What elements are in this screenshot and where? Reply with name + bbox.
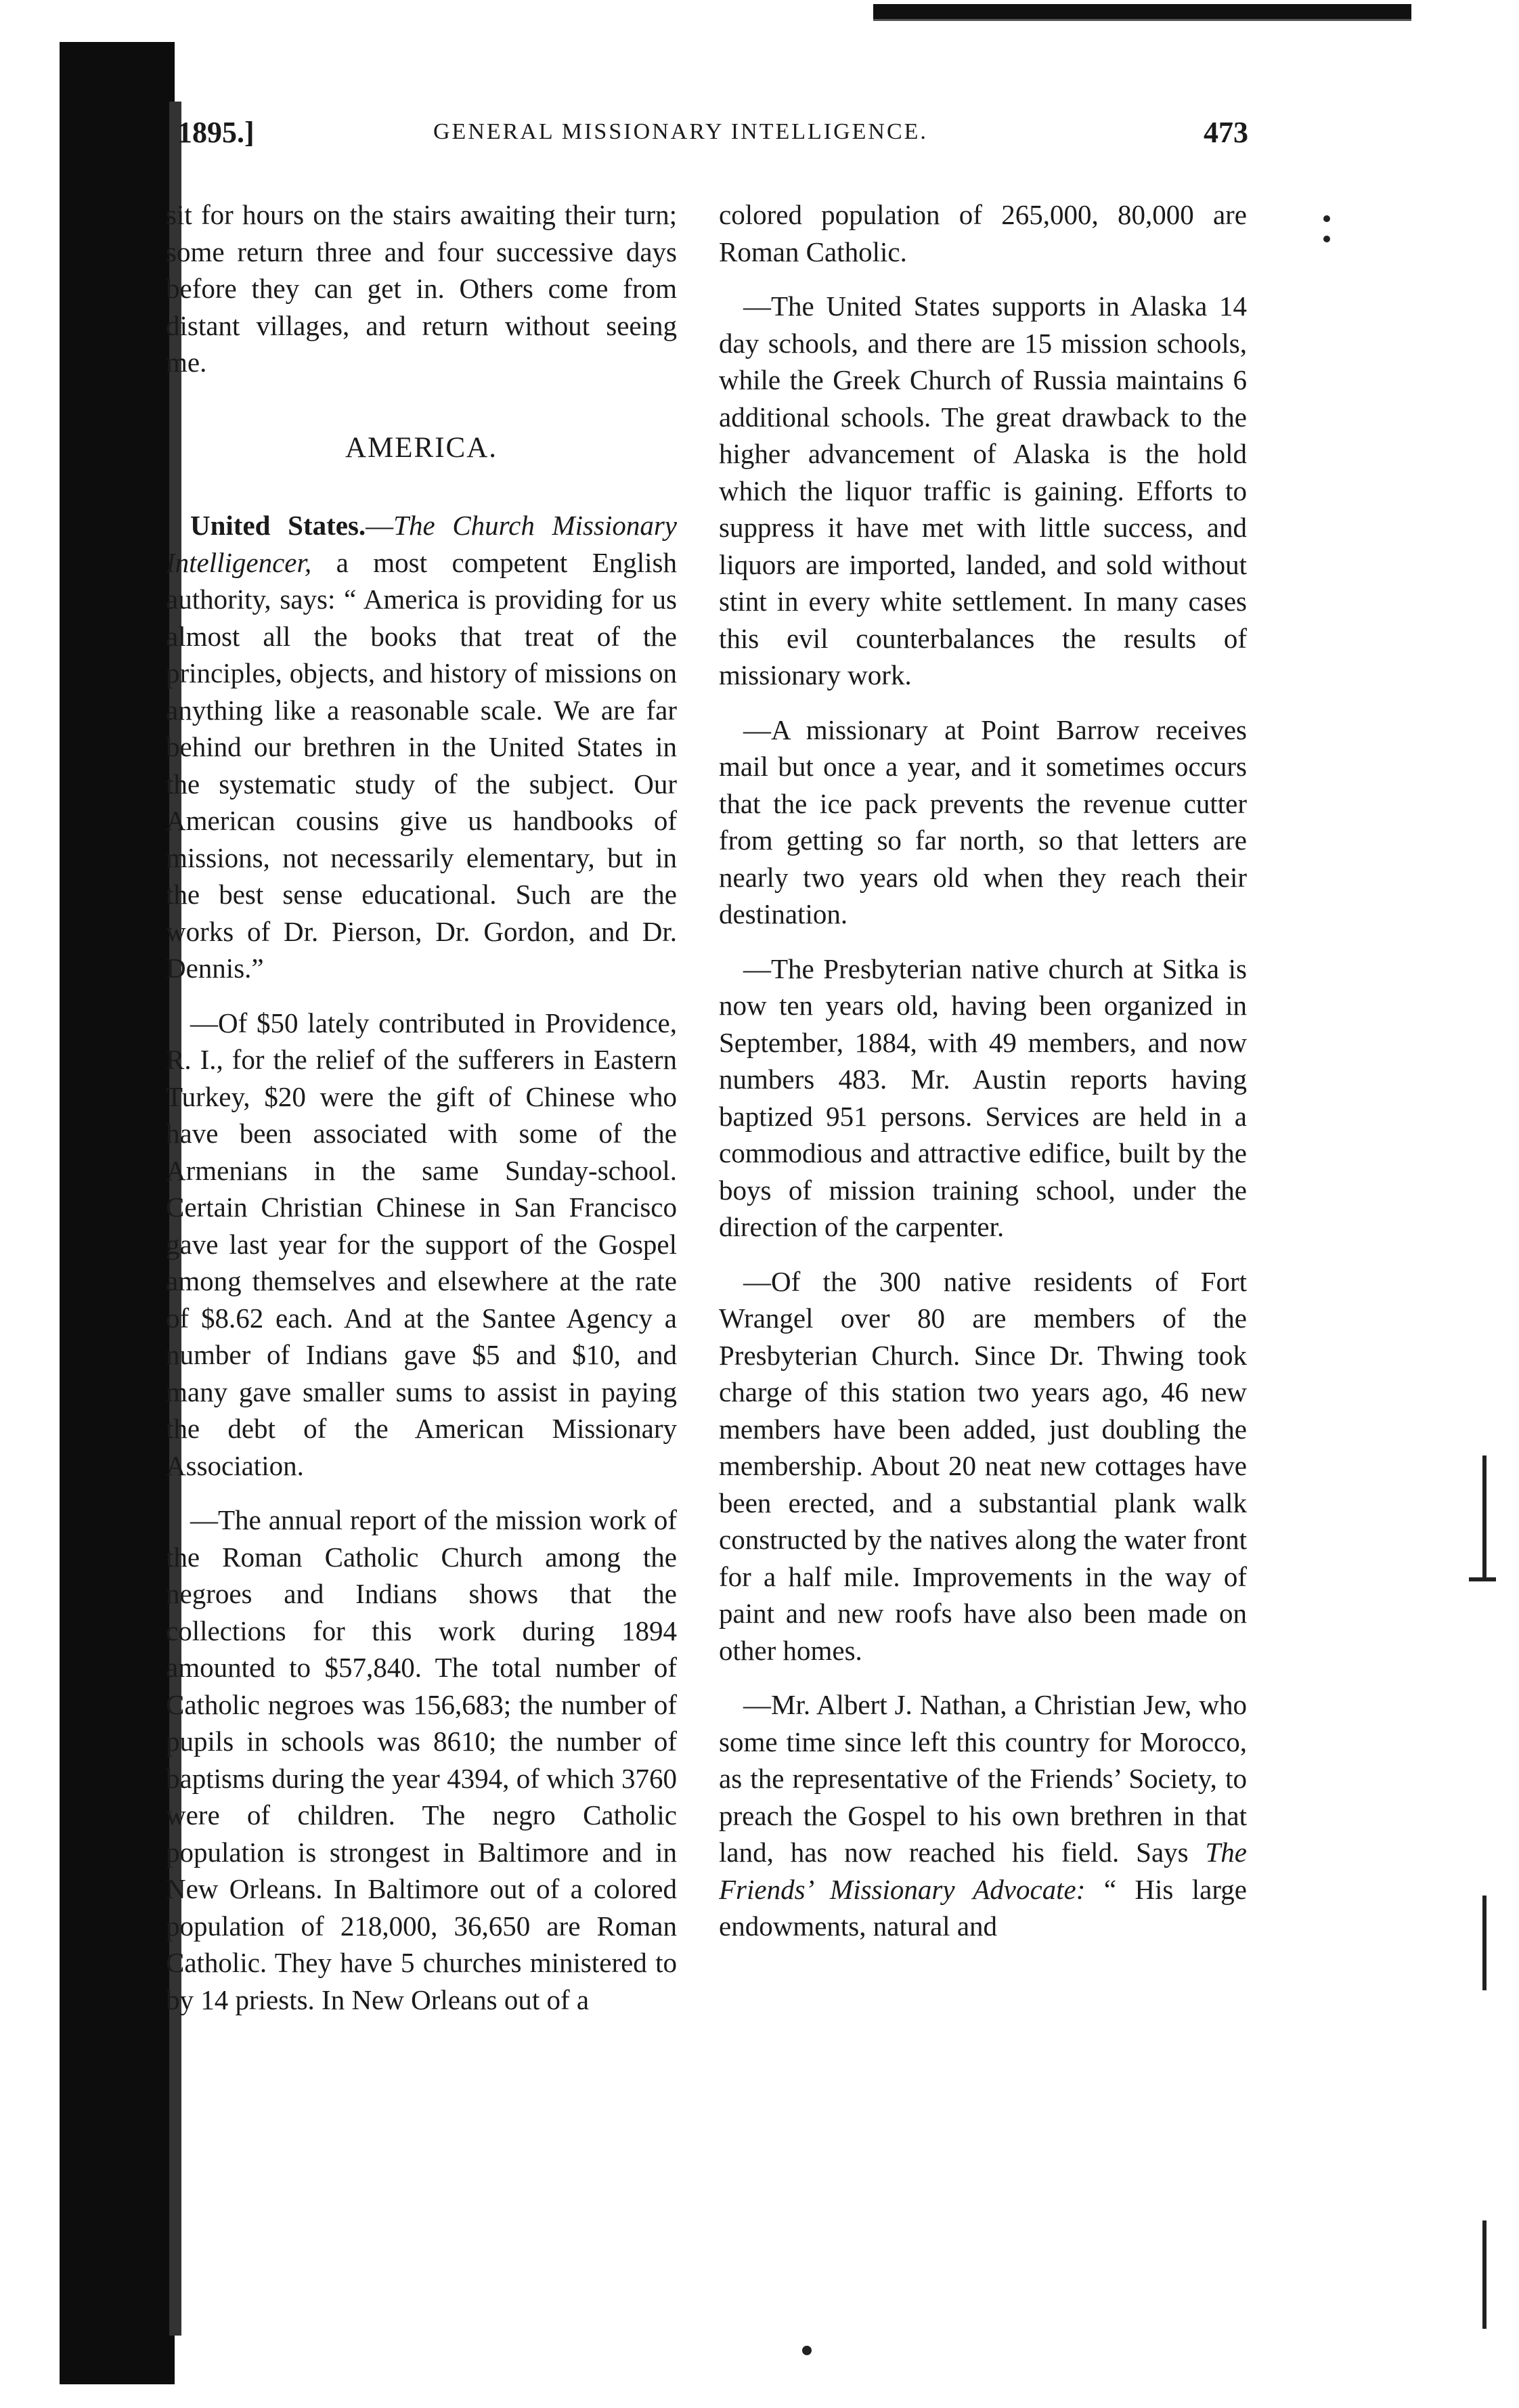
- source-title: The Church Missionary Intelligencer,: [166, 510, 677, 578]
- binding-shadow: [60, 42, 175, 2384]
- run-in-heading: United States.: [190, 510, 366, 541]
- scan-edge-mark: [1482, 1896, 1487, 1990]
- header-title: GENERAL MISSIONARY INTELLIGENCE.: [433, 119, 928, 144]
- paragraph-united-states: [166, 507, 677, 987]
- paragraph-alaska-schools: —The United States supports in Alaska 14 day schools, and there are 15 mission schools, while the Greek Church of Russia maintains 6 additional schools. The great drawback to the higher advancement of Alaska is the hold which the liquor traffic is gaining. Efforts to suppress it have met with little success, and liquors are imported, landed, and sold without stint in every white settlement. In many cases this evil counterbalances the results of missionary work.: [719, 290, 1247, 691]
- running-header: [0, 115, 1519, 156]
- paragraph-catholic-report: —The annual report of the mission work of the Roman Catholic Church among the negroes and Indians shows that the collections for this work during 1894 amounted to $57,840. The total number of Catholic negroes was 156,683; the number of pupils in schools was 8610; the number of baptisms during the year 4394, of which 3760 were of children. The negro Catholic population is strongest in Baltimore and in New Orleans. In Baltimore out of a colored population of 218,000, 36,650 are Roman Catholic. They have 5 churches ministered to by 14 priests. In New Orleans out of a: [166, 1504, 677, 2015]
- header-year: 1895.]: [177, 116, 255, 149]
- page-number: 473: [1204, 116, 1248, 149]
- paragraph-providence: —Of $50 lately contributed in Providence, R. I., for the relief of the sufferers in Eastern Turkey, $20 were the gift of Chinese who have been associated with some of the Armenians in the same Sunday-school. Certain Christian Chinese in San Francisco gave last year for the support of the Gospel among themselves and elsewhere at the rate of $8.62 each. And at the Santee Agency a number of Indians gave $5 and $10, and many gave smaller sums to assist in paying the debt of the American Missionary Association.: [166, 1007, 677, 1481]
- paragraph-body: —Mr. Albert J. Nathan, a Christian Jew, who some time since left this country for Morocco, as the representative of the Friends’ Society, to preach the Gospel to his own brethren in that land, has now reached his field. Says: [719, 1689, 1247, 1868]
- scan-speck: [802, 2346, 812, 2355]
- paragraph-fort-wrangel: —Of the 300 native residents of Fort Wrangel over 80 are members of the Presbyterian Church. Since Dr. Thwing took charge of this station two years ago, 46 new members have been added, just doubling the membership. About 20 neat new cottages have been erected, and a substantial plank walk constructed by the natives along the water front for a half mile. Improvements in the way of paint and new roofs have also been made on other homes.: [719, 1265, 1247, 1666]
- scan-edge-mark: [1482, 1455, 1487, 1577]
- paragraph-sitka: —The Presbyterian native church at Sitka is now ten years old, having been organized in September, 1884, with 49 members, and now numbers 483. Mr. Austin reports having baptized 951 persons. Services are held in a commodious and attractive edifice, built by the boys of mission training school, under the direction of the carpenter.: [719, 953, 1247, 1242]
- paragraph-continued: sit for hours on the stairs awaiting their turn; some return three and four successive days before they can get in. Others come from distant villages, and return without seeing me.: [166, 199, 677, 378]
- paragraph-body: a most competent English authority, says: “ America is providing for us almost all the books that treat of the principles, objects, and history of missions on anything like a reasonable scale. We are far behind our brethren in the United States in the systematic study of the subject. Our American cousins give us handbooks of missions, not necessarily elementary, but in the best sense educational. Such are the works of Dr. Pierson, Dr. Gordon, and Dr. Dennis.”: [166, 546, 677, 984]
- paragraph-point-barrow: —A missionary at Point Barrow receives mail but once a year, and it sometimes occurs that the ice pack prevents the revenue cutter from getting so far north, so that letters are nearly two years old when they reach their destination.: [719, 714, 1247, 929]
- top-scan-rule: [873, 4, 1411, 19]
- scan-speck: [1323, 236, 1330, 242]
- left-column: [166, 196, 677, 2308]
- section-heading-america: AMERICA.: [345, 431, 498, 464]
- paragraph-albert-nathan: [719, 1686, 1247, 1945]
- scan-edge-mark: [1469, 1577, 1496, 1581]
- top-scan-rule-thin: [873, 19, 1411, 21]
- em-dash: —: [366, 510, 394, 541]
- right-column: [719, 196, 1247, 2308]
- source-title: The Friends’ Missionary Advocate:: [719, 1837, 1247, 1905]
- scan-edge-mark: [1482, 2220, 1487, 2329]
- paragraph-continued: colored population of 265,000, 80,000 are Roman Catholic.: [719, 199, 1247, 267]
- paragraph-body: “ His large endowments, natural and: [719, 1873, 1247, 1942]
- scan-speck: [1323, 215, 1330, 222]
